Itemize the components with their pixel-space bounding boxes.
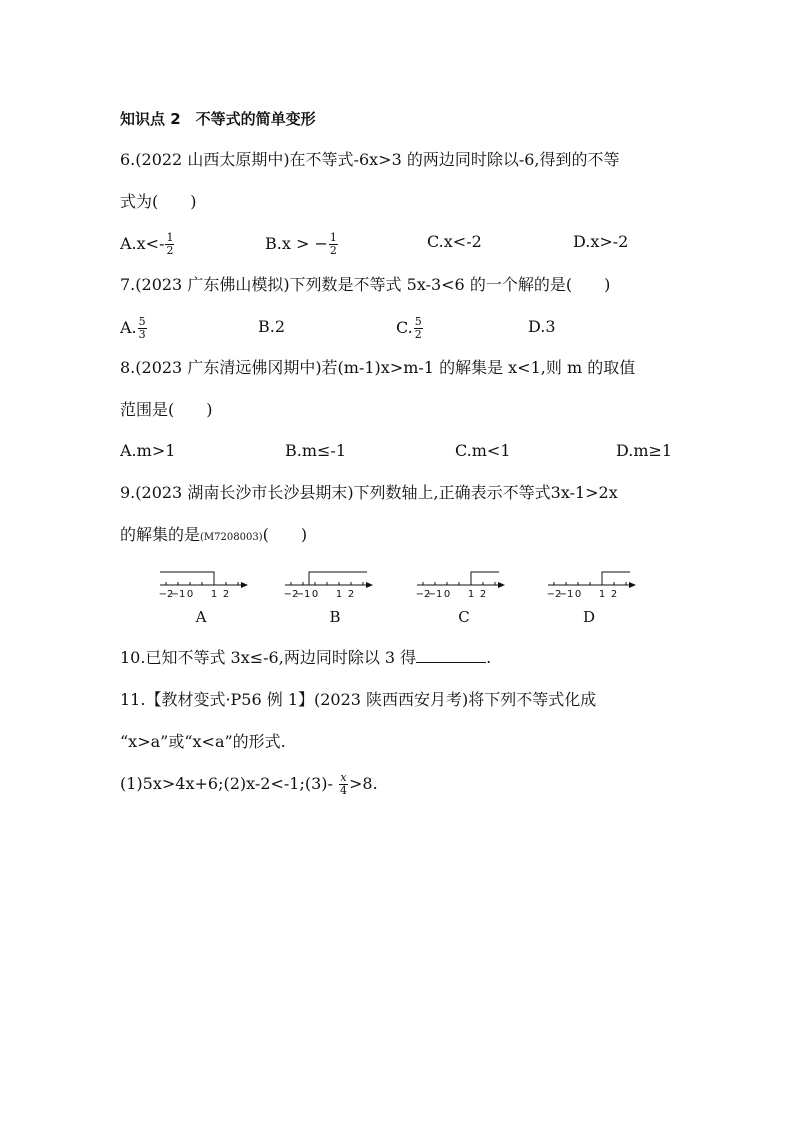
q9-line1: 9.(2023 湖南长沙市长沙县期末)下列数轴上,正确表示不等式3x-1>2x xyxy=(120,483,618,502)
tick-label: −2 xyxy=(283,589,299,600)
numerator: 1 xyxy=(329,231,337,244)
tick-label: 2 xyxy=(610,589,618,600)
q11-line2: “x>a”或“x<a”的形式. xyxy=(120,732,286,751)
q6-line1: 6.(2022 山西太原期中)在不等式-6x>3 的两边同时除以-6,得到的不等 xyxy=(120,150,620,169)
number-line-a-caption: A xyxy=(195,608,207,626)
number-line-d[interactable] xyxy=(546,565,638,601)
denominator: 2 xyxy=(329,244,337,257)
tick-label: −2 xyxy=(546,589,562,600)
q7-option-d[interactable]: D.3 xyxy=(528,317,556,336)
q8-option-b[interactable]: B.m≤-1 xyxy=(285,441,347,460)
q7-option-c-prefix: C. xyxy=(396,318,413,337)
q8-option-a[interactable]: A.m>1 xyxy=(120,441,176,460)
fraction xyxy=(165,232,174,257)
tick-label: 2 xyxy=(479,589,487,600)
tick-label: −1 xyxy=(427,589,443,600)
fraction xyxy=(414,316,423,341)
tick-label: −2 xyxy=(415,589,431,600)
tick-label: 1 xyxy=(335,589,343,600)
q6-option-c[interactable]: C.x<-2 xyxy=(427,232,482,251)
numerator: 5 xyxy=(138,315,146,328)
fraction xyxy=(138,316,147,341)
number-line-c-caption: C xyxy=(458,608,470,626)
tick-label: 2 xyxy=(222,589,230,600)
q6-option-a-prefix: A.x<- xyxy=(120,234,165,253)
q6-option-b-prefix: B.x > − xyxy=(265,234,328,253)
q8-option-d[interactable]: D.m≥1 xyxy=(616,441,673,460)
q6-option-d[interactable]: D.x>-2 xyxy=(573,232,629,251)
tick-label: −1 xyxy=(170,589,186,600)
numerator: 1 xyxy=(166,231,174,244)
number-line-b-caption: B xyxy=(329,608,341,626)
q6-line2: 式为( ) xyxy=(120,192,197,211)
denominator: 2 xyxy=(414,328,422,341)
q11-line3 xyxy=(120,772,378,797)
tick-label: 0 xyxy=(443,589,451,600)
answer-blank[interactable] xyxy=(416,648,486,663)
denominator: 3 xyxy=(138,328,146,341)
tick-label: 2 xyxy=(347,589,355,600)
q7-option-c[interactable] xyxy=(396,316,424,341)
q10-suffix: . xyxy=(486,648,492,667)
number-line-d-caption: D xyxy=(582,608,596,626)
q8-option-c[interactable]: C.m<1 xyxy=(455,441,511,460)
tick-label: −1 xyxy=(295,589,311,600)
tick-label: 0 xyxy=(574,589,582,600)
denominator: 2 xyxy=(166,244,174,257)
numerator: x xyxy=(340,771,347,784)
tick-label: 1 xyxy=(467,589,475,600)
q7-option-a-prefix: A. xyxy=(120,318,137,337)
fraction xyxy=(329,232,338,257)
q11-line1: 11.【教材变式·P56 例 1】(2023 陕西西安月考)将下列不等式化成 xyxy=(120,690,597,709)
q11-line3-prefix: (1)5x>4x+6;(2)x-2<-1;(3)- xyxy=(120,774,338,793)
q9-line2 xyxy=(120,525,307,548)
q6-option-b[interactable] xyxy=(265,232,339,257)
q11-line3-suffix: >8. xyxy=(348,774,378,793)
q9-line2-end: ( ) xyxy=(262,525,308,544)
tick-label: −2 xyxy=(158,589,174,600)
tick-label: 1 xyxy=(598,589,606,600)
tick-label: 1 xyxy=(210,589,218,600)
number-line-c[interactable] xyxy=(415,565,507,601)
tick-label: −1 xyxy=(558,589,574,600)
number-line-a[interactable] xyxy=(158,565,250,601)
numerator: 5 xyxy=(414,315,422,328)
q8-line1: 8.(2023 广东清远佛冈期中)若(m-1)x>m-1 的解集是 x<1,则 m 的取值 xyxy=(120,358,636,377)
fraction xyxy=(339,772,348,797)
q6-option-a[interactable] xyxy=(120,232,175,257)
q7-line1: 7.(2023 广东佛山模拟)下列数是不等式 5x-3<6 的一个解的是( ) xyxy=(120,275,611,294)
q10-line xyxy=(120,648,491,668)
number-line-b[interactable] xyxy=(283,565,375,601)
tick-label: 0 xyxy=(311,589,319,600)
q8-line2: 范围是( ) xyxy=(120,400,213,419)
q7-option-b[interactable]: B.2 xyxy=(258,317,286,336)
denominator: 4 xyxy=(339,784,347,797)
q7-option-a[interactable] xyxy=(120,316,148,341)
q10-prefix: 10.已知不等式 3x≤-6,两边同时除以 3 得 xyxy=(120,648,417,667)
q9-line2-main: 的解集的是 xyxy=(120,525,201,544)
section-title: 知识点 2 不等式的简单变形 xyxy=(120,110,316,128)
tick-label: 0 xyxy=(186,589,194,600)
q9-item-code: (M7208003) xyxy=(200,532,263,543)
